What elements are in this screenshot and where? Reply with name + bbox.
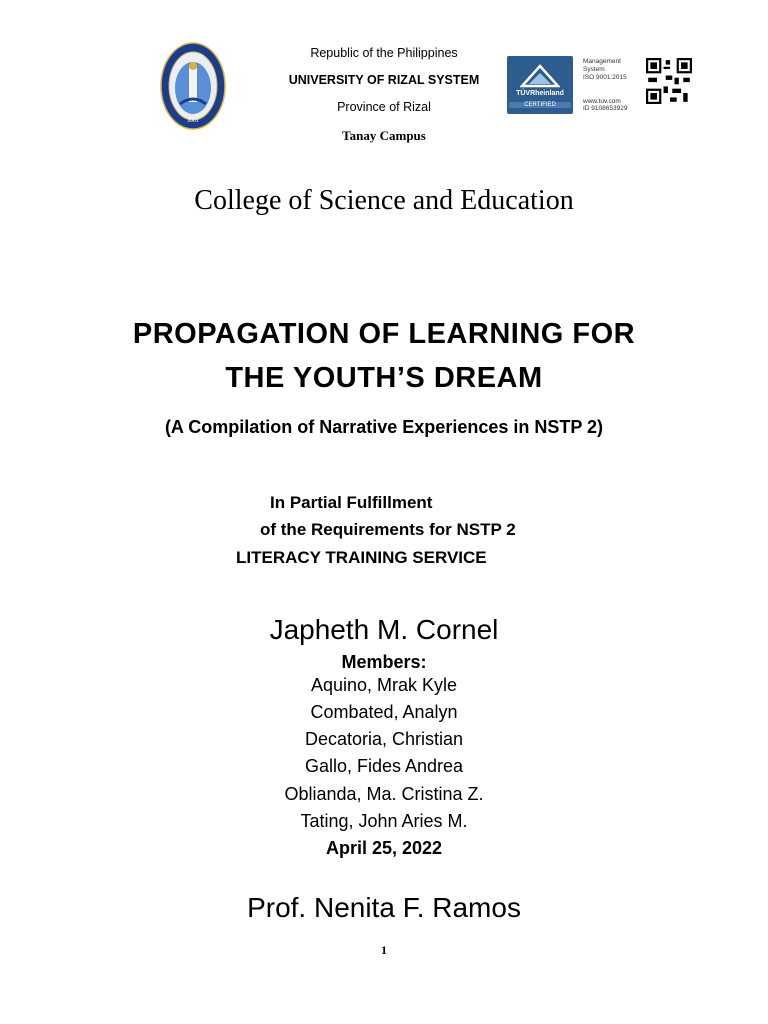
tuv-brand-text: TÜVRheinland xyxy=(516,90,564,97)
cert-line-2: System xyxy=(583,66,605,73)
page-number: 1 xyxy=(381,943,387,957)
member-name: Gallo, Fides Andrea xyxy=(304,756,464,776)
member-name: Combated, Analyn xyxy=(310,702,458,722)
iso-certification-badge xyxy=(507,56,692,114)
tuv-triangle-icon xyxy=(520,64,560,88)
submission-date: April 25, 2022 xyxy=(325,838,443,858)
cert-web: www.tuv.com xyxy=(583,98,621,105)
cert-id: ID 9108653929 xyxy=(583,105,628,112)
seal-year: 2001 xyxy=(187,118,199,124)
document-title-line-2: THE YOUTH’S DREAM xyxy=(225,362,543,394)
tuv-certified-text: CERTIFIED xyxy=(509,102,571,108)
university-name: UNIVERSITY OF RIZAL SYSTEM xyxy=(288,73,480,87)
document-subtitle: (A Compilation of Narrative Experiences in NSTP 2) xyxy=(164,417,604,437)
republic-label: Republic of the Philippines xyxy=(310,46,458,60)
cert-line-3: ISO 9001:2015 xyxy=(583,74,627,81)
members-heading: Members: xyxy=(341,652,427,672)
qr-code-icon xyxy=(646,58,692,104)
member-name: Oblianda, Ma. Cristina Z. xyxy=(284,784,484,804)
member-name: Aquino, Mrak Kyle xyxy=(310,675,458,695)
member-name: Tating, John Aries M. xyxy=(300,811,468,831)
fulfillment-line-1: In Partial Fulfillment xyxy=(270,493,433,512)
fulfillment-line-2: of the Requirements for NSTP 2 xyxy=(260,520,516,539)
group-leader-name: Japheth M. Cornel xyxy=(269,614,499,645)
fulfillment-line-3: LITERACY TRAINING SERVICE xyxy=(236,548,487,567)
professor-name: Prof. Nenita F. Ramos xyxy=(247,892,521,923)
cert-line-1: Management xyxy=(583,58,621,65)
college-name: College of Science and Education xyxy=(194,185,574,216)
member-name: Decatoria, Christian xyxy=(304,729,464,749)
document-title-line-1: PROPAGATION OF LEARNING FOR xyxy=(132,318,636,350)
campus-label: Tanay Campus xyxy=(342,128,426,143)
province-label: Province of Rizal xyxy=(337,100,431,114)
tuv-logo xyxy=(507,56,573,114)
